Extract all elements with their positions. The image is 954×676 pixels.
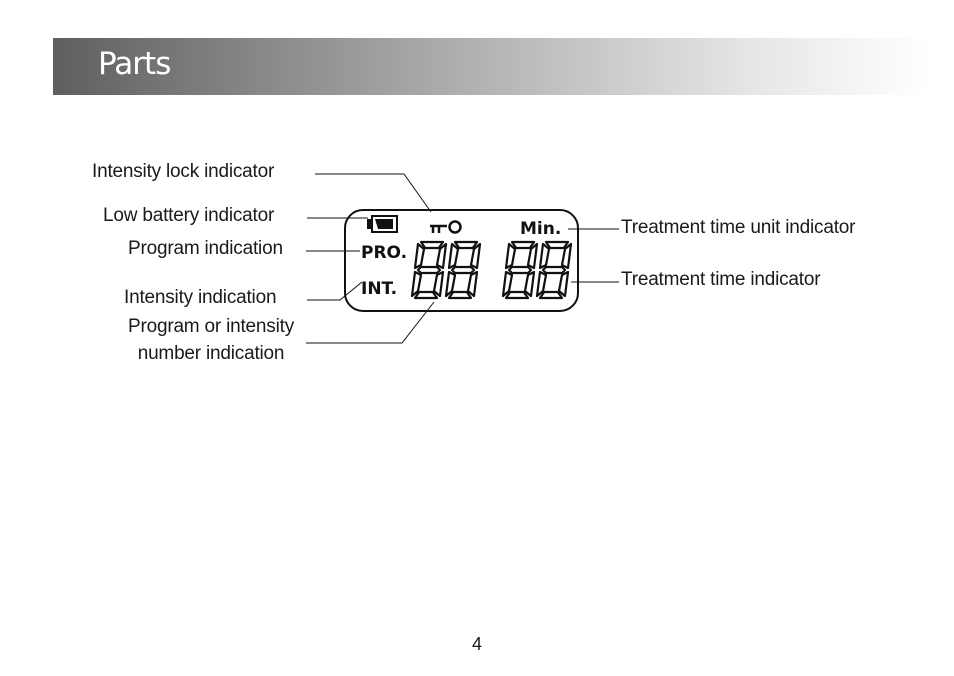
label-intensity-lock: Intensity lock indicator xyxy=(92,161,275,182)
digit-segment-f xyxy=(506,244,515,268)
digit-segment-d xyxy=(540,292,562,298)
label-program-or-intensity-line2: number indication xyxy=(137,343,285,364)
page-title: Parts xyxy=(98,46,171,82)
pro-text: PRO. xyxy=(361,243,408,263)
int-text: INT. xyxy=(361,279,398,299)
min-unit-text: Min. xyxy=(520,219,562,239)
digit-segment-c xyxy=(468,272,477,296)
digit-segment-f xyxy=(415,244,424,268)
digits-left-group xyxy=(412,242,480,298)
digit-segment-g xyxy=(509,267,531,273)
label-treatment-time: Treatment time indicator xyxy=(621,269,821,290)
digit-segment-g xyxy=(418,267,440,273)
seven-segment-digit xyxy=(503,242,537,298)
label-intensity-indication: Intensity indication xyxy=(124,287,277,308)
digit-segment-g xyxy=(543,267,565,273)
digit-segment-d xyxy=(449,292,471,298)
label-program-or-intensity-line1: Program or intensity xyxy=(127,316,294,337)
digit-segment-a xyxy=(512,242,534,248)
label-program-indication: Program indication xyxy=(128,238,283,259)
seven-segment-digit xyxy=(412,242,446,298)
leader-lines xyxy=(306,174,619,343)
seven-segment-digit xyxy=(446,242,480,298)
label-low-battery: Low battery indicator xyxy=(103,205,275,226)
leader-intensity-indication xyxy=(307,282,362,300)
digit-segment-c xyxy=(525,272,534,296)
digit-segment-d xyxy=(506,292,528,298)
digit-segment-f xyxy=(449,244,458,268)
seven-segment-digit xyxy=(537,242,571,298)
digit-segment-a xyxy=(546,242,568,248)
digit-segment-d xyxy=(415,292,437,298)
digit-segment-a xyxy=(421,242,443,248)
digit-segment-c xyxy=(559,272,568,296)
leader-program-intensity-number xyxy=(306,302,434,343)
key-lock-icon xyxy=(430,222,461,234)
page-number: 4 xyxy=(471,634,482,654)
digit-segment-a xyxy=(455,242,477,248)
digit-segment-c xyxy=(434,272,443,296)
digits-right-group xyxy=(503,242,571,298)
digit-segment-f xyxy=(540,244,549,268)
label-treatment-time-unit: Treatment time unit indicator xyxy=(621,217,856,238)
low-battery-icon xyxy=(367,216,397,232)
digit-segment-g xyxy=(452,267,474,273)
leader-intensity-lock xyxy=(315,174,431,212)
